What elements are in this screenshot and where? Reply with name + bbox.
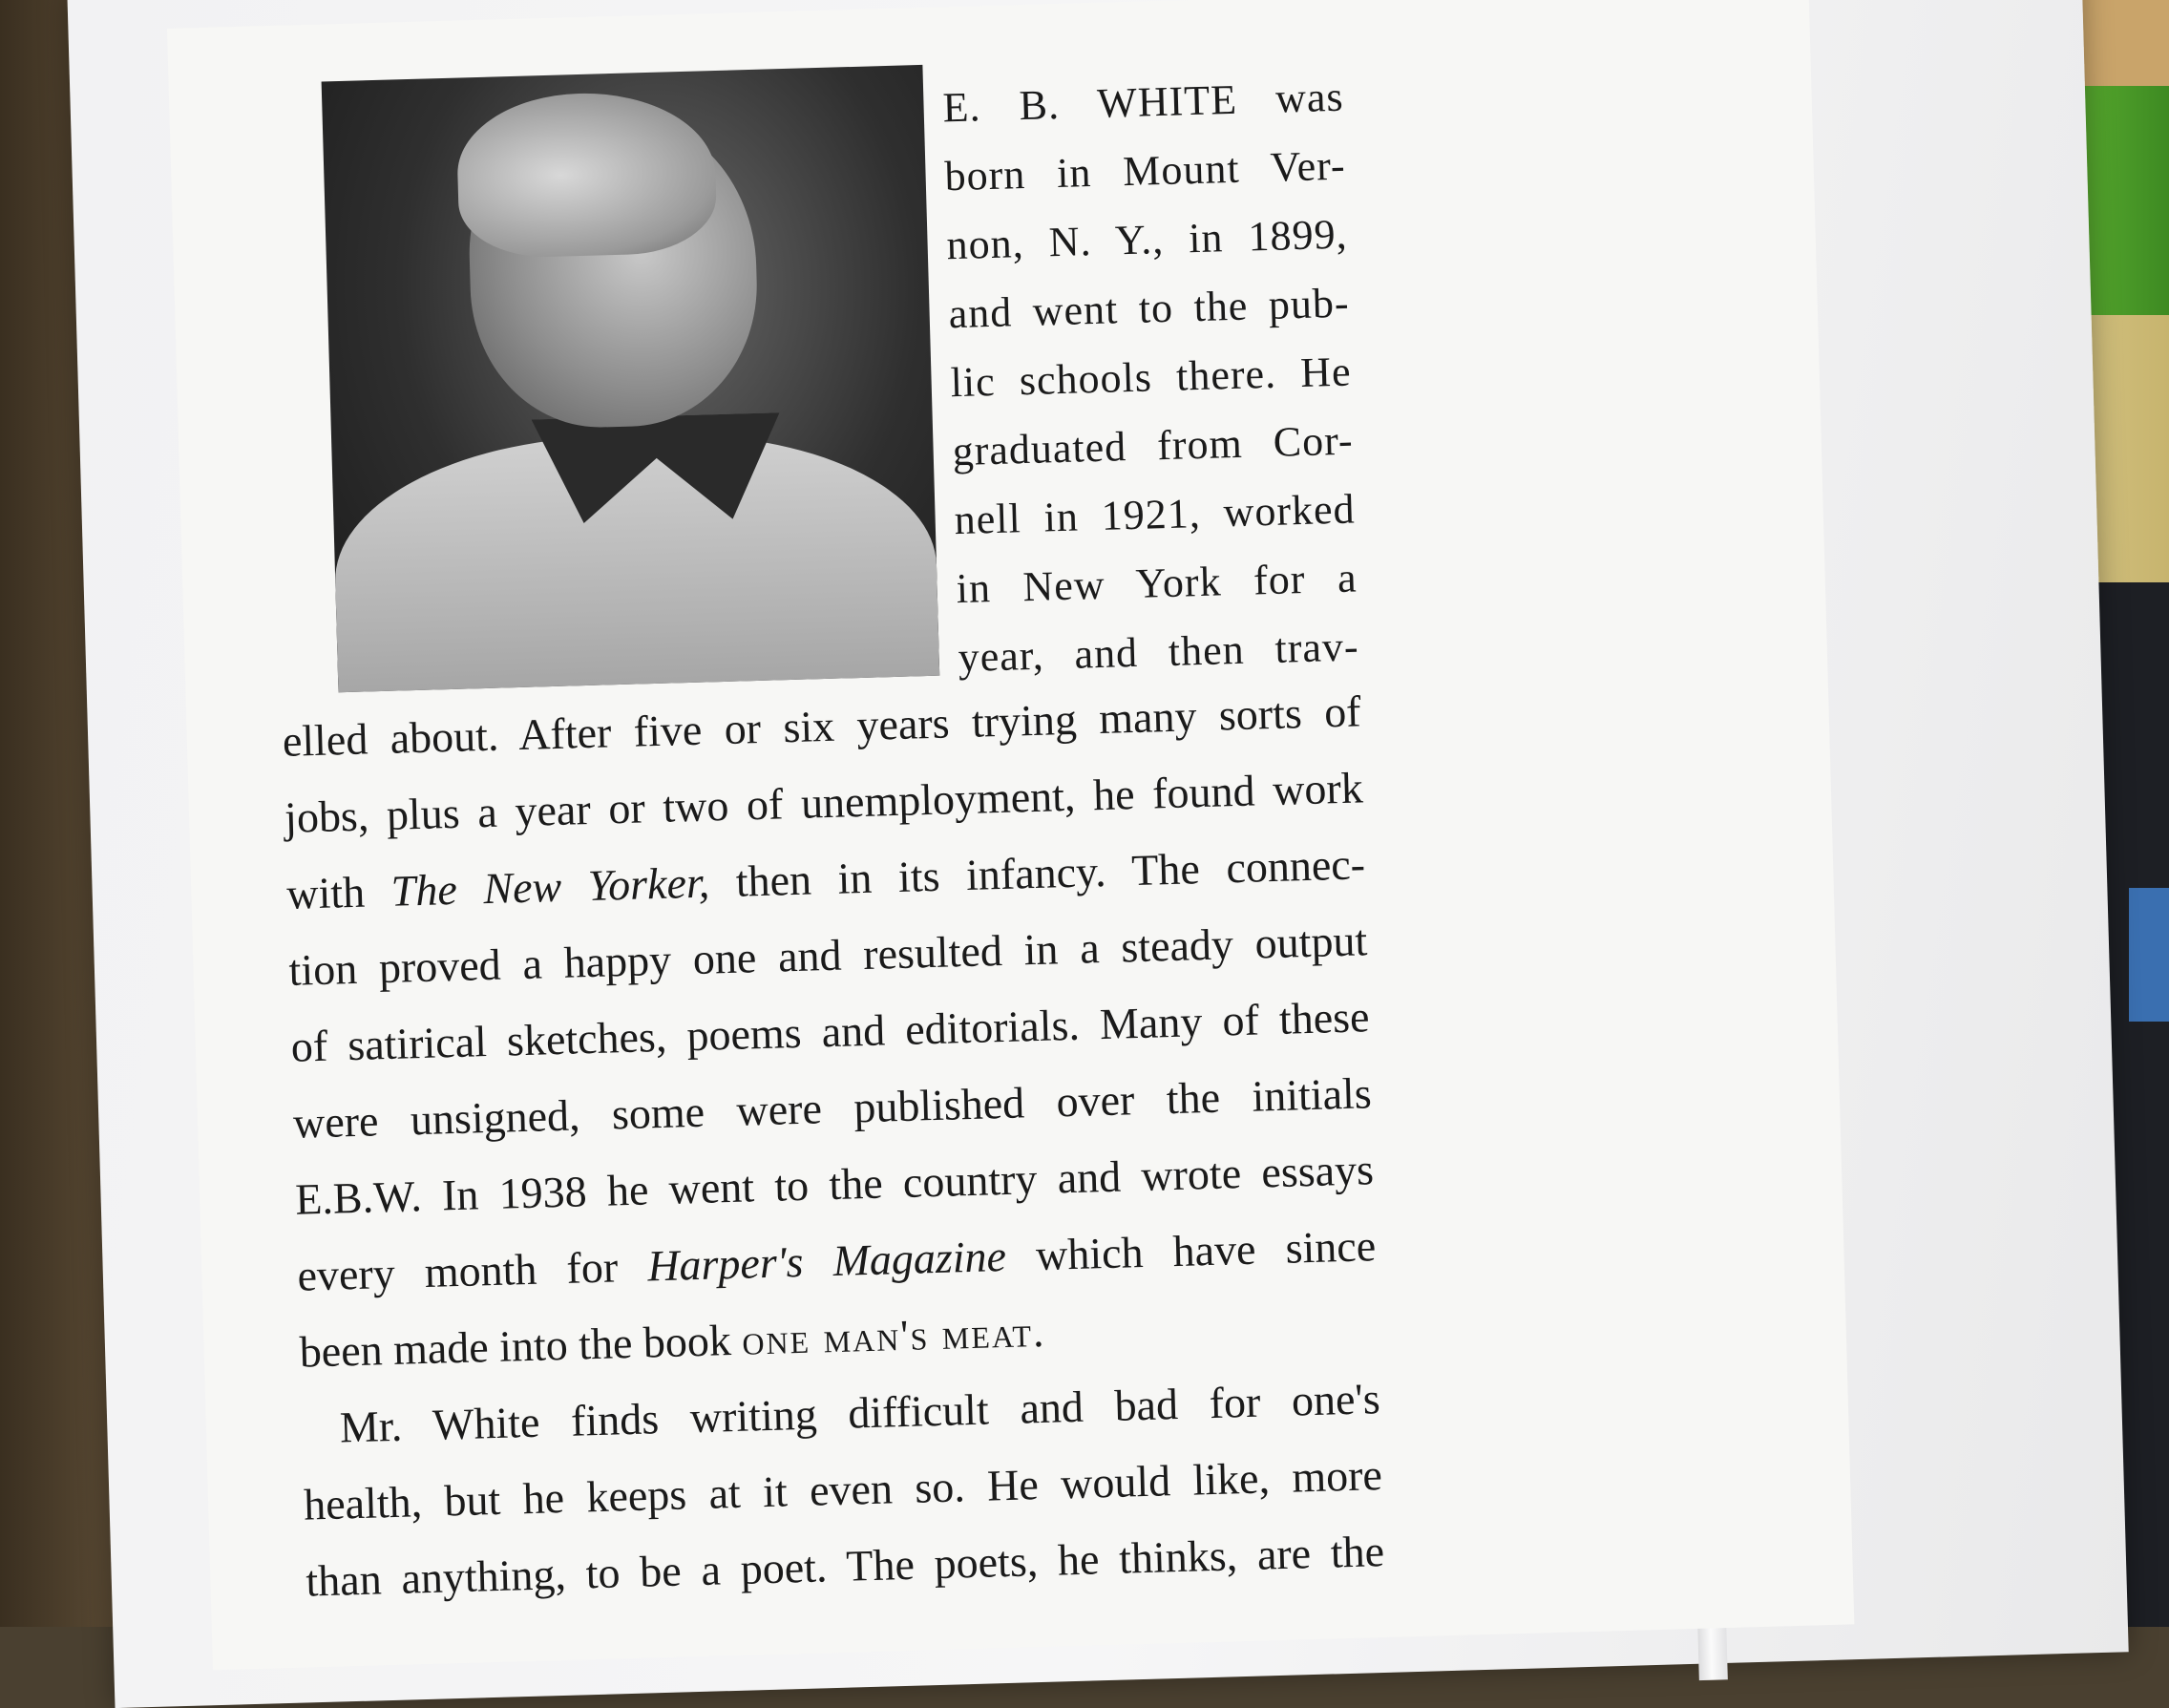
text-run: every month for <box>296 1241 648 1300</box>
bio-line: in New York for a <box>956 554 1358 613</box>
bio-line: jobs, plus a year or two of unemployment, he found work <box>284 763 1364 842</box>
bio-line: Mr. White finds writing difficult and bad for one's <box>339 1374 1381 1452</box>
bio-line: health, but he keeps at it even so. He would like, more <box>303 1450 1383 1529</box>
magazine-title-harpers: Harper's Magazine <box>646 1231 1007 1291</box>
jacket-flap-page <box>167 0 1854 1670</box>
bio-narrow-column <box>942 63 1360 692</box>
bio-line: than anything, to be a poet. The poets, he thinks, are the <box>305 1527 1385 1606</box>
text-run: which have since <box>1005 1221 1377 1280</box>
bio-line: year, and then trav- <box>958 622 1360 682</box>
bio-line: elled about. After five or six years trying many sorts of <box>282 686 1362 766</box>
bio-line: born in Mount Ver- <box>943 141 1347 200</box>
text-run: with <box>285 866 392 918</box>
bio-line: E. B. WHITE was <box>941 73 1345 132</box>
bio-line: non, N. Y., in 1899, <box>945 210 1349 269</box>
bio-line: lic schools there. He <box>949 348 1353 407</box>
text-run: been made into the book <box>299 1315 744 1377</box>
author-portrait-photo <box>322 65 940 692</box>
text-run: then in its infancy. The connec- <box>708 839 1366 907</box>
bio-line: of satirical sketches, poems and editorials. Many of these <box>290 992 1371 1071</box>
bio-line: E.B.W. In 1938 he went to the country and wrote essays <box>294 1145 1375 1224</box>
bio-line: and went to the pub- <box>947 279 1351 338</box>
blue-book-label <box>2129 888 2169 1022</box>
bio-line: nell in 1921, worked <box>954 485 1357 544</box>
bio-line: graduated from Cor- <box>951 416 1355 475</box>
magazine-title-new-yorker: The New Yorker, <box>390 857 710 916</box>
portrait-hair <box>455 90 718 259</box>
bio-line: were unsigned, some were published over the initials <box>292 1068 1373 1148</box>
bio-full-width-text <box>282 673 1385 1619</box>
bio-line: tion proved a happy one and resulted in a steady output <box>287 916 1368 995</box>
book-title-one-mans-meat: one man's meat. <box>741 1306 1047 1364</box>
